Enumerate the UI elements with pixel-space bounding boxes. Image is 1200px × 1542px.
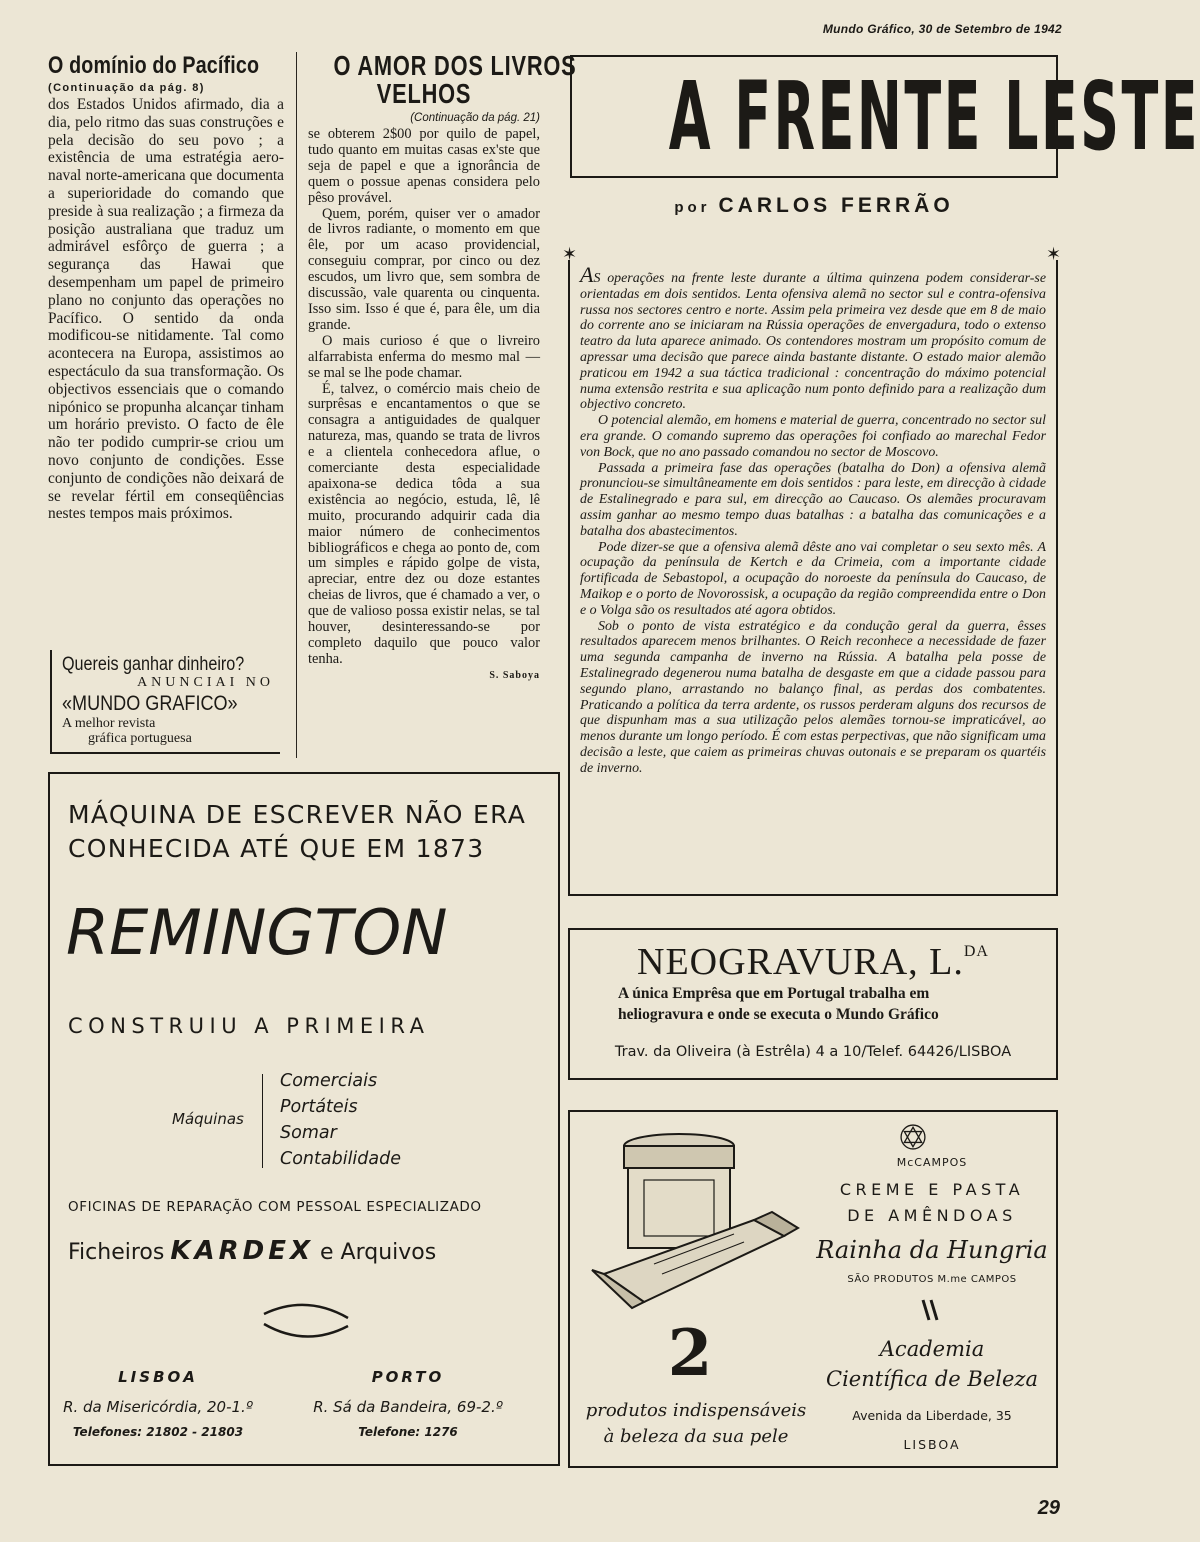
swoosh-upper (264, 1305, 348, 1318)
star-icon: ✶ (562, 244, 578, 265)
product-name: Rainha da Hungria (816, 1236, 1048, 1264)
machines-label: Máquinas (172, 1110, 244, 1128)
office-phone: Telefone: 1276 (358, 1425, 458, 1439)
paragraph: Pode dizer-se que a ofensiva alemã dêste ano vai completar o seu sexto mês. A ocupação da península de Kertch e da Crimeia, com a importante cidade fortificada de Sebastopol, a ocupação do noroeste da península do Caucaso, de Maikop e o porto de Novorossisk, a ocupação da região compreendida entre o Don e o Volga são os resultados até agora obtidos. (580, 539, 1046, 618)
paragraph: Quem, porém, quiser ver o amador de livros radiante, o momento em que êle, por um acaso providencial, conseguiu comprar, por cinco ou dez escudos, um livro que, sem sombra de discussão, vale quarenta ou cinquenta. Isso sim. Isso é que é, para êle, um dia grande. (308, 205, 540, 333)
campos-brand: McCAMPOS (896, 1156, 968, 1169)
product-line1: CREME E PASTA (839, 1180, 1025, 1199)
academy-name (812, 1334, 1052, 1394)
kardex-line (68, 1236, 548, 1266)
academy-line2: Científica de Beleza (826, 1367, 1038, 1391)
drop-cap: A (580, 262, 594, 287)
article-title: A FRENTE LESTE (668, 62, 1200, 173)
jar-lid-band (624, 1146, 734, 1168)
continuation-note: (Continuação da pág. 8) (48, 82, 205, 94)
article-pacifico (48, 52, 284, 523)
neogravura-name (568, 940, 1058, 984)
files-pre: Ficheiros (68, 1240, 165, 1265)
list-item: Comerciais (280, 1071, 378, 1091)
list-item: Somar (280, 1123, 337, 1143)
article-title-line2: VELHOS (376, 78, 472, 109)
headline-line1: MÁQUINA DE ESCREVER NÃO ERA (68, 800, 527, 829)
product-line2: DE AMÊNDOAS (847, 1206, 1017, 1225)
promo-line1: produtos indispensáveis (585, 1400, 807, 1421)
swoosh-ornament (256, 1296, 356, 1346)
office-city: PORTO (371, 1368, 445, 1386)
machines-list (280, 1068, 401, 1172)
ornament-stroke (923, 1300, 929, 1320)
workshops-line: OFICINAS DE REPARAÇÃO COM PESSOAL ESPECIALIZADO (68, 1199, 482, 1215)
company-suffix: DA (963, 943, 989, 960)
remington-built-line: CONSTRUIU A PRIMEIRA (68, 1014, 430, 1038)
neogravura-description: A única Emprêsa que em Portugal trabalha em heliogravura e onde se executa o Mundo Gráfico (618, 985, 939, 1023)
ad-slogan-line2: gráfica portuguesa (88, 731, 192, 746)
academy-line1: Academia (879, 1337, 985, 1361)
ornament-stroke (931, 1300, 937, 1320)
star-of-david-icon (900, 1124, 926, 1150)
list-item: Contabilidade (280, 1149, 402, 1169)
paragraph: O potencial alemão, em homens e material de guerra, concentrado no sector sul era grande. O comando supremo das operações foi confiado ao marechal Fedor von Bock, que no ano passado comandou no sector de Moscovo. (580, 413, 1046, 460)
big-number: 2 (667, 1316, 713, 1391)
remington-brand: REMINGTON (66, 896, 448, 969)
office-phone: Telefones: 21802 - 21803 (72, 1425, 244, 1439)
double-slash-ornament (920, 1298, 940, 1322)
article-body (48, 96, 284, 523)
kardex-brand: KARDEX (170, 1236, 315, 1266)
headline-line2: CONHECIDA ATÉ QUE EM 1873 (68, 834, 485, 863)
ad-slogan-line1: A melhor revista (62, 716, 156, 731)
list-item: Portáteis (280, 1097, 358, 1117)
author-name: CARLOS FERRÃO (718, 194, 954, 217)
porto-office (308, 1368, 508, 1439)
issue-header: Mundo Gráfico, 30 de Setembro de 1942 (822, 22, 1062, 36)
page-number: 29 (1037, 1497, 1060, 1519)
byline-prefix: por (674, 199, 711, 216)
paragraph: se obterem 2$00 por quilo de papel, tudo quanto em muitas casas ex'ste que seja de papel e que a ignorância de quem o possue apenas considera pelo pêso provável. (308, 126, 540, 206)
ad-magazine-name: «MUNDO GRAFICO» (62, 692, 238, 715)
office-address: R. da Misericórdia, 20-1.º (63, 1398, 253, 1416)
paragraph: O mais curioso é que o livreiro alfarrabista enferma do mesmo mal —se mal se lhe pode chamar. (308, 332, 540, 381)
office-address: R. Sá da Bandeira, 69-2.º (313, 1398, 503, 1416)
promo-line2: à beleza da sua pele (603, 1426, 789, 1447)
paragraph (580, 262, 1046, 413)
company-name: NEOGRAVURA, L. (637, 941, 964, 983)
paragraph: Sob o ponto de vista estratégico e da condução geral da guerra, êsses resultados aparecem menos brilhantes. O Reich reconhece a necessidade de fazer uma segunda campanha de inverno na Rússia. A batalha pela posse de Estalinegrado degenerou numa batalha de desgaste em que a cidade passou para segundo plano, arrastando no balanço final, as perdas dos combatentes. Praticando a política da terra ardente, os russos perderam alguns dos recursos de que dispunham mas a sua utilização pelos alemães tornou-se impraticável, ao menos durante um longo período. É com estas perpectivas, que não significam uma decisão a leste, que caiem as primeiras chuvas outonais e se preparam os quartéis de inverno. (580, 618, 1046, 776)
continuation-note: (Continuação da pág. 21) (410, 112, 540, 124)
ad-question: Quereis ganhar dinheiro? (62, 654, 245, 675)
author-signature: S. Saboya (489, 669, 540, 681)
byline (570, 194, 1058, 218)
star-icon: ✶ (1046, 244, 1062, 265)
campos-city: LISBOA (903, 1437, 961, 1452)
paragraph-text: S operações na frente leste durante a última quinzena podem considerar-se orientadas em dois sentidos. Lenta ofensiva alemã no sector sul e contra-ofensiva russa nos sectores centro e norte. Assim pela primeira vez desde que em 8 de maio do corrente ano se iniciaram na Rússia operações de envergadura, todo o extenso teatro da luta aparece animado. Os contendores mostram um propósito comum de apressar uma decisão que parece ainda bastante distante. O estado maior alemão praticou em 1942 a sua táctica tradicional : concentração do máximo potencial numa extensão restrita e sua aplicação num ponto definido para a realização dum objectivo concreto. (580, 271, 1046, 413)
files-post: e Arquivos (320, 1240, 437, 1265)
ad-announce: ANUNCIAI NO (137, 675, 274, 690)
campos-address: Avenida da Liberdade, 35 (852, 1408, 1012, 1423)
bracket-divider (262, 1074, 272, 1168)
products-of-line: SÃO PRODUTOS M.me CAMPOS (847, 1274, 1017, 1285)
office-city: LISBOA (118, 1368, 198, 1386)
article-title-line1: O AMOR DOS LIVROS (333, 50, 577, 81)
article-livros-velhos (308, 50, 577, 681)
promo-text (578, 1398, 814, 1450)
remington-headline (68, 798, 548, 866)
paragraph: É, talvez, o comércio mais cheio de surprêsas e encantamentos o que se consagra a antiguidades de qualquer natureza, mas, quando se trata de livros e a clientela conhecedora aflue, o comerciante desta especialidade apaixona-se dedica tôda a sua existência ao negócio, estuda, lê, lê muito, procurando adquirir cada dia maior número de conhecimentos bibliográficos e chega ao ponto de, com um simples e rápido golpe de vista, apreciar, entre dez ou doze estantes cheias de livros, que é chamado a ver, o que de valioso possa existir nelas, se tal houver, desinteressando-se por completo daquilo que pouco valor tenha. (308, 380, 540, 667)
cream-jar-and-tube-illustration (584, 1124, 814, 1324)
paragraph: Passada a primeira fase das operações (batalha do Don) a ofensiva alemã pronunciou-se simultâneamente em dois sentidos : para leste, em direcção à cidade de Estalinegrado e para sul, em direcção ao Caucaso. Os alemães procuravam assim ganhar ao mesmo tempo duas batalhas : a batalha das comunicações e a batalha dos abastecimentos. (580, 460, 1046, 539)
emblem-circle (901, 1125, 925, 1149)
lisboa-office (58, 1368, 258, 1439)
column-rule (296, 52, 297, 758)
neogravura-address: Trav. da Oliveira (à Estrêla) 4 a 10/Telef. 64426/LISBOA (614, 1044, 1012, 1060)
article-body (308, 127, 540, 668)
article-body (580, 262, 1046, 777)
swoosh-lower (264, 1324, 348, 1337)
paragraph: dos Estados Unidos afirmado, dia a dia, pelo ritmo das suas construções e pela decisão do seu povo ; a existência de uma estratégia aero-naval norte-americana que documenta a superioridade do comando que preside à sua realização ; a firmeza da posição australiana que traduz um admirável esfôrço de guerra ; a segurança das Hawai que desempenham um papel de primeiro plano no conjunto das operações no Pacífico. O sentido da onda modificou-se nitidamente. Tal como acontecera na Europa, assistimos ao espectáculo da sua transformação. Os objectivos essenciais que o comando nipónico se propunha alcançar tinham um horário previsto. O facto de êle não ter podido cumprir-se criou um novo conjunto de condições. Esse conjunto de condições não deixará de se revelar fértil em conseqüências nestes tempos mais próximos. (48, 96, 284, 523)
subscription-ad (50, 650, 280, 754)
article-title: O domínio do Pacífico (48, 52, 260, 79)
